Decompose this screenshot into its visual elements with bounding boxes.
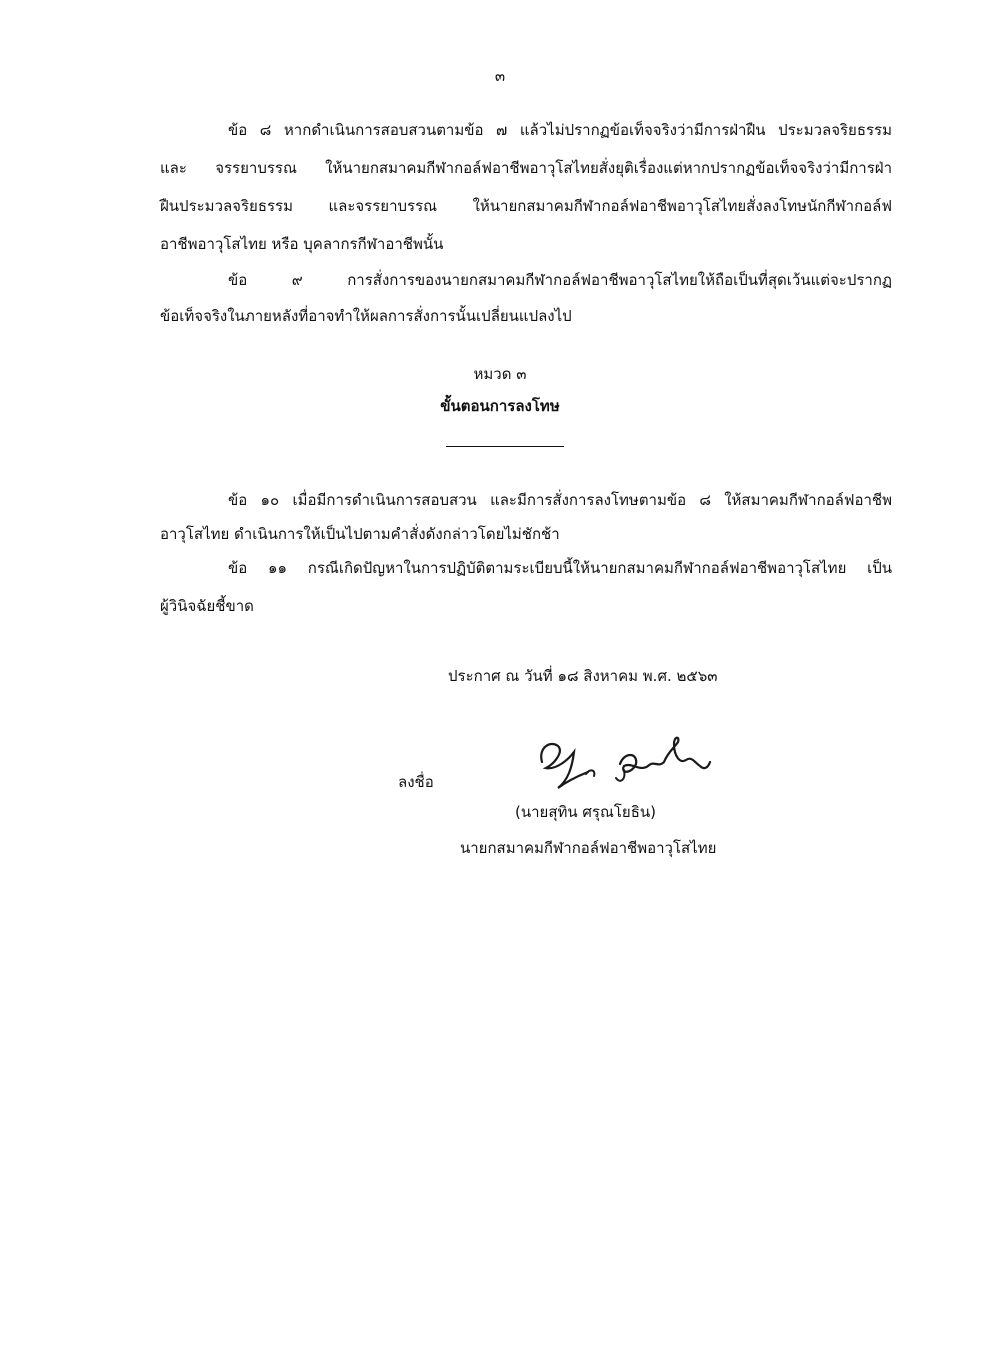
handwritten-signature bbox=[528, 722, 718, 802]
clause-8-line-3: ฝืนประมวลจริยธรรม และจรรยาบรรณ ให้นายกสมาคมกีฬากอล์ฟอาชีพอาวุโสไทยสั่งลงโทษนักกีฬากอล์ฟ bbox=[160, 197, 892, 215]
announcement-date: ประกาศ ณ วันที่ ๑๘ สิงหาคม พ.ศ. ๒๕๖๓ bbox=[448, 667, 718, 685]
signer-name: (นายสุทิน ศรุณโยธิน) bbox=[515, 803, 656, 821]
clause-8-text-1: ข้อ ๘ หากดำเนินการสอบสวนตามข้อ ๗ แล้วไม่ปรากฏข้อเท็จจริงว่ามีการฝ่าฝืน ประมวลจริยธรรม bbox=[228, 121, 892, 139]
signature-label: ลงชื่อ bbox=[398, 773, 434, 791]
heading-divider bbox=[446, 446, 564, 447]
page-number: ๓ bbox=[494, 67, 506, 85]
clause-10-line-1 bbox=[160, 482, 892, 519]
clause-9-line-2: ข้อเท็จจริงในภายหลังที่อาจทำให้ผลการสั่งการนั้นเปลี่ยนแปลงไป bbox=[160, 307, 572, 325]
clause-8-line-1 bbox=[160, 112, 892, 149]
clause-10-line-2: อาวุโสไทย ดำเนินการให้เป็นไปตามคำสั่งดังกล่าวโดยไม่ชักช้า bbox=[160, 525, 560, 543]
clause-8-line-4: อาชีพอาวุโสไทย หรือ บุคลากรกีฬาอาชีพนั้น bbox=[160, 235, 444, 253]
clause-11-text-1: ข้อ ๑๑ กรณีเกิดปัญหาในการปฏิบัติตามระเบียบนี้ให้นายกสมาคมกีฬากอล์ฟอาชีพอาวุโสไทย เป็น bbox=[228, 559, 892, 577]
clause-11-line-2: ผู้วินิจฉัยชี้ขาด bbox=[160, 597, 254, 615]
clause-8-line-2: และ จรรยาบรรณ ให้นายกสมาคมกีฬากอล์ฟอาชีพอาวุโสไทยสั่งยุติเรื่องแต่หากปรากฏข้อเท็จจริงว่ามีการฝ่า bbox=[160, 159, 892, 177]
clause-10-text-1: ข้อ ๑๐ เมื่อมีการดำเนินการสอบสวน และมีการสั่งการลงโทษตามข้อ ๘ ให้สมาคมกีฬากอล์ฟอาชีพ bbox=[228, 491, 892, 509]
chapter-number: หมวด ๓ bbox=[473, 365, 527, 383]
signer-title: นายกสมาคมกีฬากอล์ฟอาชีพอาวุโสไทย bbox=[460, 839, 717, 857]
chapter-title: ขั้นตอนการลงโทษ bbox=[440, 397, 560, 415]
clause-9-line-1 bbox=[160, 262, 892, 299]
clause-9-text-1: ข้อ ๙ การสั่งการของนายกสมาคมกีฬากอล์ฟอาชีพอาวุโสไทยให้ถือเป็นที่สุดเว้นแต่จะปรากฏ bbox=[228, 271, 892, 289]
clause-11-line-1 bbox=[160, 550, 892, 587]
